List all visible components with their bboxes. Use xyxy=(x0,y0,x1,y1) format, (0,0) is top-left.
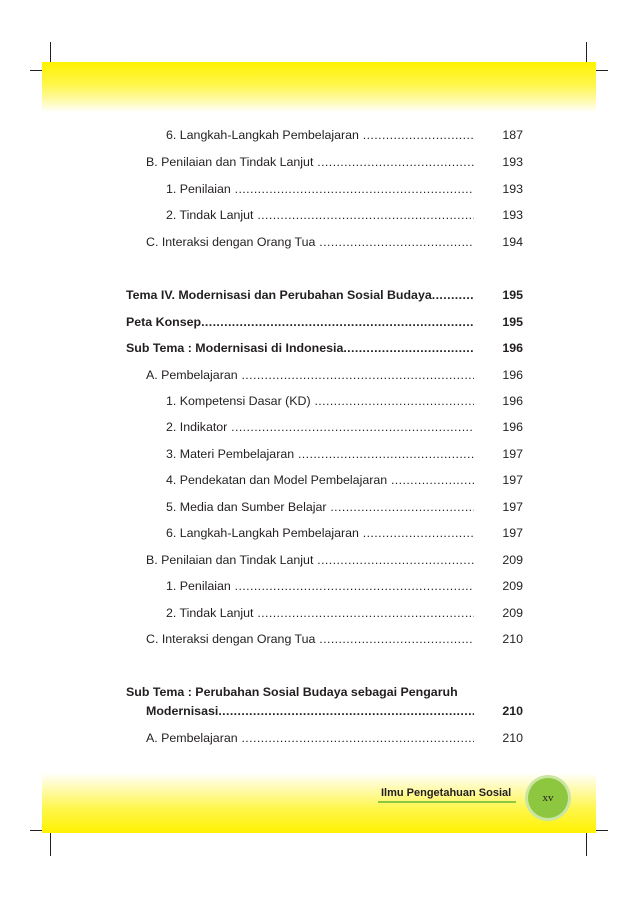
toc-entry-label: Modernisasi ..... xyxy=(146,702,474,720)
toc-entry-label: Tema IV. Modernisasi dan Perubahan Sosial Budaya ..... xyxy=(126,286,474,304)
toc-entry-label: C. Interaksi dengan Orang Tua ..... xyxy=(146,233,474,251)
toc-entry xyxy=(0,313,638,331)
toc-entry xyxy=(0,471,638,489)
toc-entry xyxy=(0,180,638,198)
footer-underline xyxy=(378,801,516,803)
toc-entry-label: B. Penilaian dan Tindak Lanjut ..... xyxy=(146,551,474,569)
footer-band xyxy=(42,773,596,833)
toc-entry-label: 5. Media dan Sumber Belajar ..... xyxy=(166,498,474,516)
toc-entry xyxy=(0,551,638,569)
toc-entry-label: Peta Konsep ..... xyxy=(126,313,474,331)
toc-entry-page: 193 xyxy=(502,155,523,169)
toc-entry-label: 2. Indikator ..... xyxy=(166,418,474,436)
toc-entry-page: 197 xyxy=(502,526,523,540)
toc-entry xyxy=(0,286,638,304)
toc-entry xyxy=(0,630,638,648)
toc-entry xyxy=(0,392,638,410)
toc-entry xyxy=(0,233,638,251)
toc-entry xyxy=(0,153,638,171)
toc-entry-label: 1. Penilaian ..... xyxy=(166,180,474,198)
toc-entry xyxy=(0,206,638,224)
book-title: Ilmu Pengetahuan Sosial xyxy=(381,787,512,799)
toc-entry-page: 193 xyxy=(502,182,523,196)
toc-entry-label: A. Pembelajaran ..... xyxy=(146,729,474,747)
toc-entry-label: B. Penilaian dan Tindak Lanjut ..... xyxy=(146,153,474,171)
toc-entry-page: 197 xyxy=(502,473,523,487)
toc-entry-page: 187 xyxy=(502,128,523,142)
header-band xyxy=(42,62,596,112)
toc-entry xyxy=(0,126,638,144)
toc-entry-page: 209 xyxy=(502,579,523,593)
subtema-heading: Sub Tema : Perubahan Sosial Budaya sebagai Pengaruh xyxy=(126,685,458,699)
toc-entry xyxy=(0,604,638,622)
toc-entry-label: 2. Tindak Lanjut ..... xyxy=(166,206,474,224)
toc-entry-page: 197 xyxy=(502,447,523,461)
toc-entry-page: 209 xyxy=(502,606,523,620)
toc-entry xyxy=(0,418,638,436)
toc-entry-page: 209 xyxy=(502,553,523,567)
toc-entry xyxy=(0,524,638,542)
toc-entry-label: 2. Tindak Lanjut ..... xyxy=(166,604,474,622)
toc-entry xyxy=(0,339,638,357)
toc-entry xyxy=(0,702,638,720)
toc-entry-label: 1. Penilaian ..... xyxy=(166,577,474,595)
toc-entry-page: 196 xyxy=(502,420,523,434)
toc-entry-label: 6. Langkah-Langkah Pembelajaran ..... xyxy=(166,524,474,542)
toc-entry-label: Sub Tema : Modernisasi di Indonesia ..... xyxy=(126,339,474,357)
toc-entry-label: A. Pembelajaran ..... xyxy=(146,366,474,384)
toc-entry xyxy=(0,498,638,516)
toc-entry-page: 194 xyxy=(502,235,523,249)
toc-entry-label: 1. Kompetensi Dasar (KD) ..... xyxy=(166,392,474,410)
toc-entry-page: 195 xyxy=(502,288,523,302)
toc-entry-page: 210 xyxy=(502,704,523,718)
toc-entry-page: 195 xyxy=(502,315,523,329)
toc-entry-page: 193 xyxy=(502,208,523,222)
toc-entry-label: 6. Langkah-Langkah Pembelajaran ..... xyxy=(166,126,474,144)
toc-entry-page: 197 xyxy=(502,500,523,514)
toc-entry xyxy=(0,445,638,463)
toc-entry xyxy=(0,577,638,595)
toc-entry-page: 196 xyxy=(502,368,523,382)
toc-entry-label: 4. Pendekatan dan Model Pembelajaran ..... xyxy=(166,471,474,489)
toc-entry-label: 3. Materi Pembelajaran ..... xyxy=(166,445,474,463)
toc-entry-label: C. Interaksi dengan Orang Tua ..... xyxy=(146,630,474,648)
toc-entry-page: 196 xyxy=(502,394,523,408)
page-number: xv xyxy=(542,792,554,804)
toc-entry xyxy=(0,366,638,384)
toc-entry xyxy=(0,729,638,747)
toc-entry-page: 196 xyxy=(502,341,523,355)
toc-entry-page: 210 xyxy=(502,731,523,745)
toc-entry-page: 210 xyxy=(502,632,523,646)
page-number-badge xyxy=(528,778,568,818)
